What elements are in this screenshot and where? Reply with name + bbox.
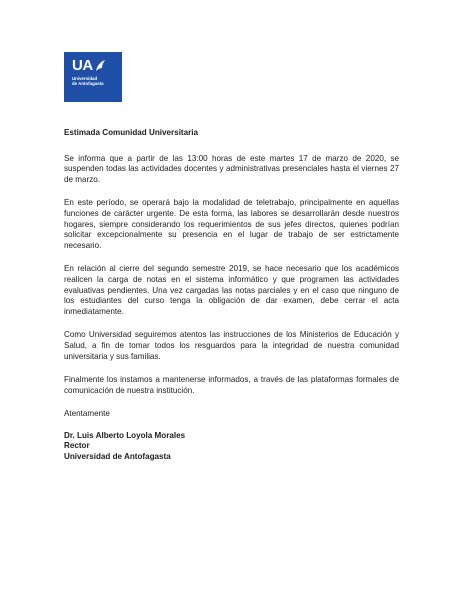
paragraph-suspension: Se informa que a partir de las 13:00 horas de este martes 17 de marzo de 2020, se suspenden todas las actividades docentes y administrativas presenciales hasta el viernes 27 de marzo.: [64, 153, 399, 184]
closing: Atentamente: [64, 409, 110, 419]
paragraph-information: Finalmente los instamos a mantenerse informados, a través de las plataformas formales de comunicación de nuestra institución.: [64, 375, 399, 395]
wing-icon: [95, 59, 106, 72]
logo-name-line2: de Antofagasta: [72, 81, 104, 86]
paragraph-telework: En este período, se operará bajo la modalidad de teletrabajo, principalmente en aquellas funciones de carácter urgente. De esta forma, las labores se desarrollarán desde nuestros hogares, siempre considerando los requerimientos de sus jefes directos, quienes podrían solicitar excepcionalmente su presencia en el lugar de trabajo de ser estrictamente necesario.: [64, 198, 399, 250]
paragraph-ministries: Como Universidad seguiremos atentos las instrucciones de los Ministerios de Educación y Salud, a fin de tomar todos los resguardos para la integridad de nuestra comunidad universitaria y sus familias.: [64, 330, 399, 361]
university-logo: [64, 52, 122, 102]
salutation: Estimada Comunidad Universitaria: [64, 128, 199, 137]
logo-text: [72, 76, 122, 86]
letter-body: [64, 128, 399, 463]
logo-mark: [72, 59, 122, 73]
paragraph-semester-closing: En relación al cierre del segundo semestre 2019, se hace necesario que los académicos realicen la carga de notas en el sistema informático y que programen las actividades evaluativas pendientes. Una vez cargadas las notas parciales y en el caso que ninguno de los estudiantes del curso tenga la obligación de dar examen, debe cerrar el acta inmediatamente.: [64, 264, 399, 316]
signature-institution: Universidad de Antofagasta: [64, 452, 171, 462]
signature-name: Dr. Luis Alberto Loyola Morales: [64, 430, 186, 440]
signature-block: [64, 431, 399, 463]
signature-title: Rector: [64, 441, 90, 451]
logo-initials: UA: [72, 57, 93, 74]
logo-name-line1: Universidad: [72, 76, 98, 81]
